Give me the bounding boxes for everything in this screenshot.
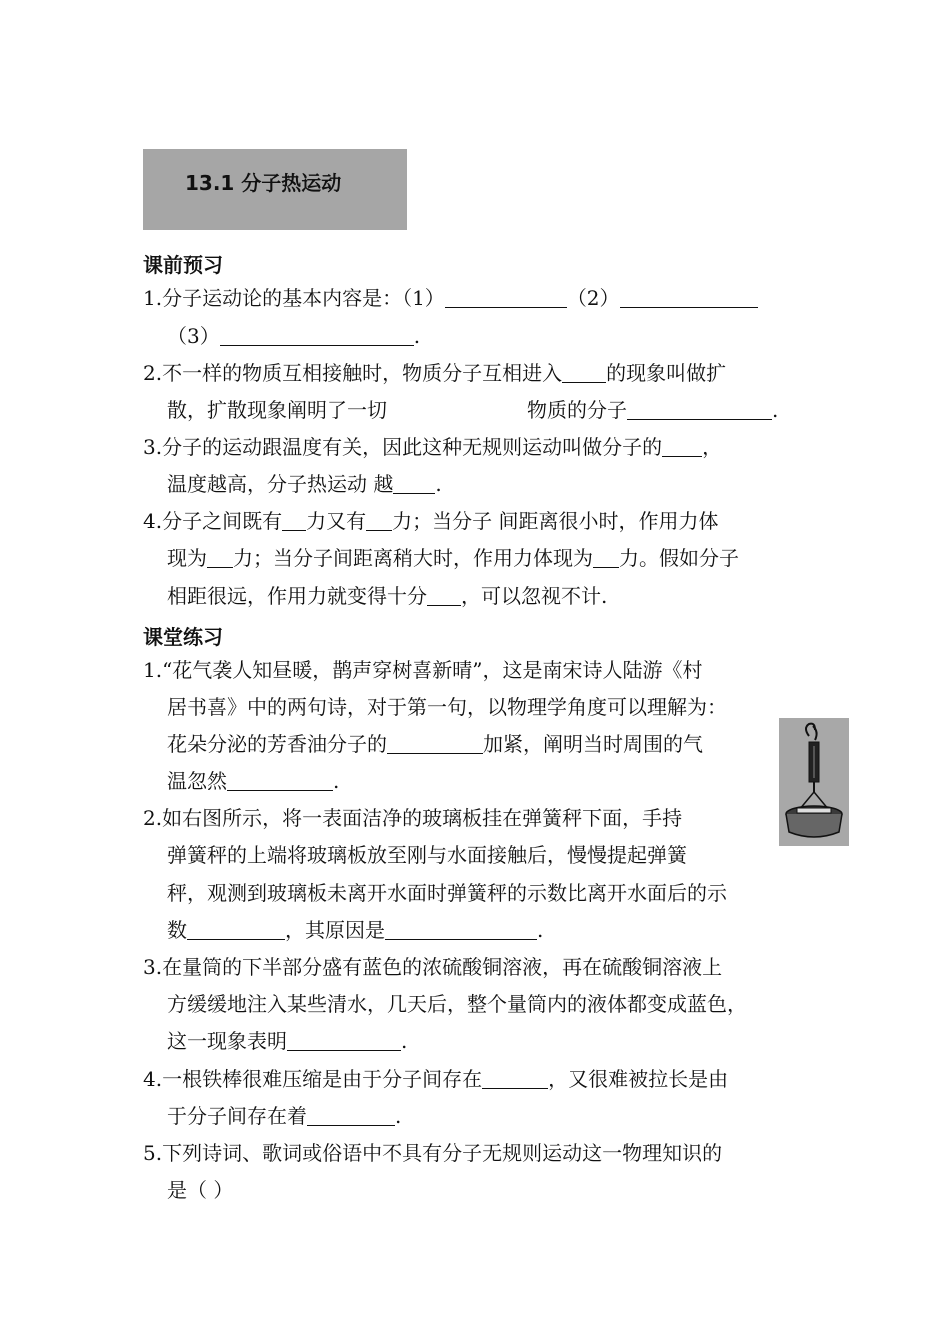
preview-q3-line2: 温度越高，分子热运动 越 . [167,472,442,496]
preview-q2-line1: 2.不一样的物质互相接触时，物质分子互相进入 的现象叫做扩 [143,361,727,385]
preview-q4-line2: 现为 力；当分子间距离稍大时，作用力体现为 力。假如分子 [167,546,739,570]
answer-blank[interactable] [220,325,414,346]
preview-q4-line3: 相距很远，作用力就变得十分 ，可以忽视不计. [167,584,608,608]
preview-q1-line2: （3） . [167,324,421,348]
practice-q3-line3: 这一现象表明 . [167,1029,408,1053]
practice-q2-line4: 数 ，其原因是 . [167,918,544,942]
answer-blank[interactable] [427,585,461,606]
practice-q2-line3: 秤，观测到玻璃板未离开水面时弹簧秤的示数比离开水面后的示 [167,881,727,905]
practice-q4-line1: 4.一根铁棒很难压缩是由于分子间存在 ，又很难被拉长是由 [143,1067,729,1091]
section-heading-preview: 课前预习 [143,253,223,277]
answer-blank[interactable] [387,733,483,754]
practice-q2-line2: 弹簧秤的上端将玻璃板放至刚与水面接触后，慢慢提起弹簧 [167,843,687,867]
section-heading-practice: 课堂练习 [143,625,223,649]
preview-q4-line1: 4.分子之间既有 力又有 力；当分子 间距离很小时，作用力体 [143,509,719,533]
practice-q1-line3: 花朵分泌的芳香油分子的 加紧，阐明当时周围的气 [167,732,703,756]
answer-blank[interactable] [187,919,285,940]
page-title: 13.1 分子热运动 [185,171,342,195]
answer-blank[interactable] [366,510,392,531]
answer-blank[interactable] [227,770,333,791]
title-box [143,149,407,230]
answer-blank[interactable] [482,1068,548,1089]
preview-q1-line1: 1.分子运动论的基本内容是：（1） （2） [143,286,758,310]
answer-blank[interactable] [662,436,702,457]
practice-q1-line1: 1.“花气袭人知昼暖，鹊声穿树喜新晴”，这是南宋诗人陆游《村 [143,658,703,682]
practice-q1-line4: 温忽然 . [167,769,340,793]
practice-q5-line1: 5.下列诗词、歌词或俗语中不具有分子无规则运动这一物理知识的 [143,1141,723,1165]
practice-q4-line2: 于分子间存在着 . [167,1104,402,1128]
answer-blank[interactable] [207,547,233,568]
preview-q2-line2: 散，扩散现象阐明了一切 物质的分子 . [167,398,779,422]
spring-scale-illustration [779,718,849,846]
answer-blank[interactable] [282,510,306,531]
practice-q3-line2: 方缓缓地注入某些清水，几天后，整个量筒内的液体都变成蓝色， [167,992,747,1016]
answer-blank[interactable] [620,287,758,308]
answer-blank[interactable] [393,473,435,494]
practice-q1-line2: 居书喜》中的两句诗，对于第一句，以物理学角度可以理解为： [167,695,727,719]
spring-scale-figure [779,718,849,846]
answer-blank[interactable] [287,1030,401,1051]
answer-blank[interactable] [445,287,567,308]
answer-blank[interactable] [307,1105,395,1126]
practice-q3-line1: 3.在量筒的下半部分盛有蓝色的浓硫酸铜溶液，再在硫酸铜溶液上 [143,955,723,979]
practice-q5-line2: 是（ ） [167,1178,234,1202]
preview-q3-line1: 3.分子的运动跟温度有关，因此这种无规则运动叫做分子的 ， [143,435,723,459]
answer-blank[interactable] [627,399,772,420]
answer-blank[interactable] [562,362,606,383]
practice-q2-line1: 2.如右图所示，将一表面洁净的玻璃板挂在弹簧秤下面，手持 [143,806,683,830]
answer-blank[interactable] [385,919,537,940]
answer-blank[interactable] [593,547,619,568]
